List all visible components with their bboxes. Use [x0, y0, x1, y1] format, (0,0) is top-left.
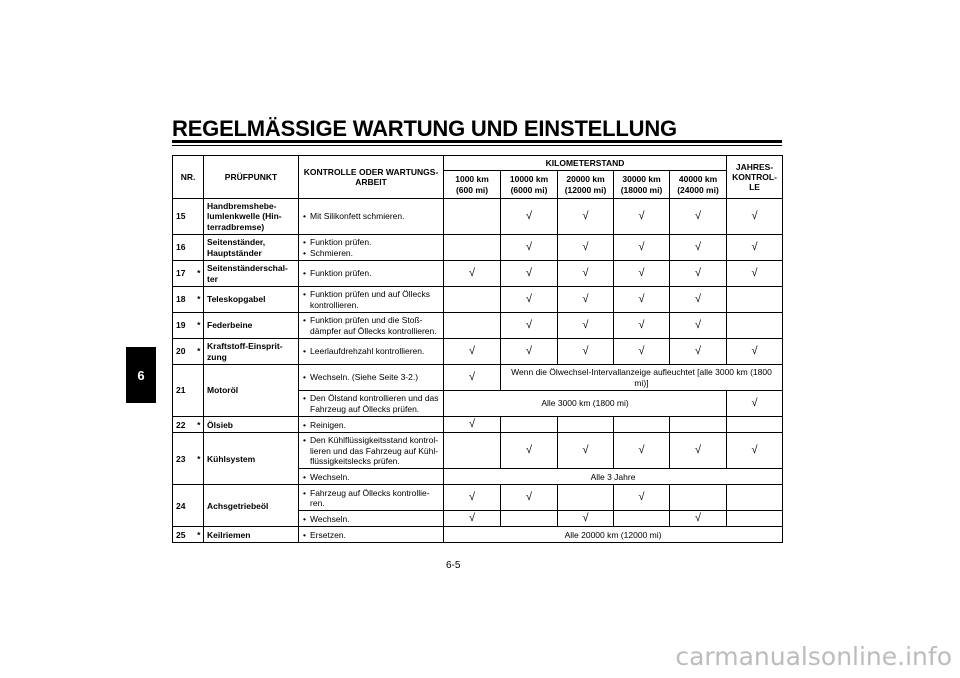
- row-nr: 22: [173, 417, 195, 433]
- header-km-10000: 10000 km (6000 mi): [501, 171, 558, 199]
- check-cell: √: [614, 485, 670, 511]
- table-row: [173, 313, 783, 339]
- row-nr: 18: [173, 287, 195, 313]
- row-item: Keilriemen: [204, 527, 299, 543]
- check-cell: √: [444, 511, 501, 527]
- check-cell: √: [670, 339, 727, 365]
- check-cell: √: [501, 235, 558, 261]
- check-cell: √: [558, 313, 614, 339]
- header-nr: NR.: [173, 156, 204, 199]
- check-cell: [558, 485, 614, 511]
- table-row: [173, 261, 783, 287]
- row-star: *: [195, 261, 204, 287]
- check-cell: √: [444, 365, 501, 391]
- row-item: Seitenständerschal-ter: [204, 261, 299, 287]
- row-nr: 17: [173, 261, 195, 287]
- header-pruefpunkt: PRÜFPUNKT: [204, 156, 299, 199]
- row-star: [195, 365, 204, 417]
- action-item: • Wechseln.: [310, 514, 440, 524]
- action-item: • Wechseln. (Siehe Seite 3-2.): [310, 372, 440, 382]
- row-actions: [299, 365, 444, 391]
- check-cell: √: [614, 313, 670, 339]
- row-actions: [299, 527, 444, 543]
- action-item: • Den Kühlflüssigkeitsstand kontrol-lieren und das Fahrzeug auf Kühl-flüssigkeitslecks prüfen.: [310, 435, 440, 466]
- check-cell: √: [558, 261, 614, 287]
- check-cell: √: [670, 287, 727, 313]
- row-actions: [299, 313, 444, 339]
- check-cell: [444, 287, 501, 313]
- check-cell: [727, 485, 783, 511]
- header-km-1000: 1000 km (600 mi): [444, 171, 501, 199]
- check-cell: √: [614, 199, 670, 235]
- row-star: *: [195, 313, 204, 339]
- row-nr: 23: [173, 433, 195, 485]
- header-km-30000: 30000 km (18000 mi): [614, 171, 670, 199]
- row-star: *: [195, 527, 204, 543]
- check-cell: √: [444, 485, 501, 511]
- page-number: 6-5: [446, 560, 461, 571]
- check-cell: [670, 485, 727, 511]
- check-cell: √: [501, 261, 558, 287]
- row-star: [195, 485, 204, 527]
- check-cell: [444, 433, 501, 469]
- row-item: Federbeine: [204, 313, 299, 339]
- check-cell: √: [670, 235, 727, 261]
- action-item: • Mit Silikonfett schmieren.: [310, 211, 440, 221]
- check-cell: √: [558, 199, 614, 235]
- row-nr: 21: [173, 365, 195, 417]
- row-actions: [299, 339, 444, 365]
- check-cell: [501, 417, 558, 433]
- row-star: *: [195, 339, 204, 365]
- check-cell: √: [501, 199, 558, 235]
- title-rule-thin: [172, 145, 782, 146]
- check-cell: [558, 417, 614, 433]
- header-km-40000: 40000 km (24000 mi): [670, 171, 727, 199]
- action-item: • Leerlaufdrehzahl kontrollieren.: [310, 346, 440, 356]
- row-nr: 15: [173, 199, 195, 235]
- check-cell: √: [670, 313, 727, 339]
- row-actions: [299, 469, 444, 485]
- header-kontrolle: KONTROLLE ODER WARTUNGS-ARBEIT: [299, 156, 444, 199]
- check-cell: √: [670, 433, 727, 469]
- action-item: • Wechseln.: [310, 472, 440, 482]
- row-item: Handbremshebe-lumlenkwelle (Hin-terradbremse): [204, 199, 299, 235]
- action-item: • Ersetzen.: [310, 530, 440, 540]
- check-cell: √: [501, 339, 558, 365]
- check-cell: √: [670, 261, 727, 287]
- check-cell: √: [558, 287, 614, 313]
- row-item: Achsgetriebeöl: [204, 485, 299, 527]
- check-cell: √: [501, 485, 558, 511]
- check-cell: [614, 511, 670, 527]
- table-row: [173, 287, 783, 313]
- row-nr: 16: [173, 235, 195, 261]
- check-cell: √: [444, 339, 501, 365]
- row-star: [195, 235, 204, 261]
- check-cell: √: [558, 511, 614, 527]
- row-actions: [299, 261, 444, 287]
- check-cell: √: [614, 287, 670, 313]
- check-cell: √: [558, 235, 614, 261]
- row-actions: [299, 235, 444, 261]
- row-actions: [299, 485, 444, 511]
- row-actions: [299, 511, 444, 527]
- check-cell: [727, 511, 783, 527]
- row-nr: 20: [173, 339, 195, 365]
- action-item: • Funktion prüfen und die Stoß-dämpfer auf Öllecks kontrollieren.: [310, 315, 440, 335]
- check-cell: √: [727, 199, 783, 235]
- interval-span: Alle 3000 km (1800 mi): [444, 391, 727, 417]
- action-item: • Reinigen.: [310, 420, 440, 430]
- header-jahres: JAHRES-KONTROL-LE: [727, 156, 783, 199]
- row-item: Kühlsystem: [204, 433, 299, 485]
- row-item: Seitenständer, Hauptständer: [204, 235, 299, 261]
- check-cell: [444, 235, 501, 261]
- page-title: REGELMÄSSIGE WARTUNG UND EINSTELLUNG: [172, 116, 677, 141]
- row-star: [195, 199, 204, 235]
- action-item: • Den Ölstand kontrollieren und das Fahrzeug auf Öllecks prüfen.: [310, 393, 440, 413]
- table-row: [173, 433, 783, 469]
- row-actions: [299, 417, 444, 433]
- check-cell: √: [670, 511, 727, 527]
- check-cell: √: [727, 391, 783, 417]
- action-item: • Schmieren.: [310, 248, 440, 258]
- title-rule: [172, 140, 782, 143]
- row-actions: [299, 391, 444, 417]
- check-cell: √: [444, 417, 501, 433]
- check-cell: √: [614, 433, 670, 469]
- check-cell: [727, 313, 783, 339]
- interval-span: Alle 20000 km (12000 mi): [444, 527, 783, 543]
- interval-span: Wenn die Ölwechsel-Intervallanzeige aufleuchtet [alle 3000 km (1800 mi)]: [501, 365, 783, 391]
- action-item: • Funktion prüfen und auf Öllecks kontrollieren.: [310, 289, 440, 309]
- table-row: [173, 527, 783, 543]
- action-item: • Funktion prüfen.: [310, 237, 440, 247]
- action-item: • Funktion prüfen.: [310, 268, 440, 278]
- check-cell: [670, 417, 727, 433]
- check-cell: √: [501, 313, 558, 339]
- check-cell: √: [501, 433, 558, 469]
- check-cell: [727, 417, 783, 433]
- row-item: Kraftstoff-Einsprit-zung: [204, 339, 299, 365]
- table-row: [173, 417, 783, 433]
- check-cell: √: [501, 287, 558, 313]
- check-cell: [727, 287, 783, 313]
- check-cell: √: [558, 339, 614, 365]
- check-cell: √: [670, 199, 727, 235]
- action-item: • Fahrzeug auf Öllecks kontrollie-ren.: [310, 488, 440, 508]
- row-item: Ölsieb: [204, 417, 299, 433]
- header-km-20000: 20000 km (12000 mi): [558, 171, 614, 199]
- watermark: carmanualsonline.info: [675, 642, 952, 671]
- table-row: [173, 485, 783, 511]
- check-cell: [614, 417, 670, 433]
- check-cell: [444, 199, 501, 235]
- row-star: *: [195, 433, 204, 485]
- check-cell: √: [727, 261, 783, 287]
- row-item: Motoröl: [204, 365, 299, 417]
- table-row: [173, 365, 783, 391]
- table-row: [173, 235, 783, 261]
- check-cell: √: [614, 235, 670, 261]
- row-actions: [299, 287, 444, 313]
- row-nr: 19: [173, 313, 195, 339]
- table-row: [173, 339, 783, 365]
- row-actions: [299, 199, 444, 235]
- row-star: *: [195, 287, 204, 313]
- check-cell: √: [558, 433, 614, 469]
- row-nr: 24: [173, 485, 195, 527]
- table-row: [173, 199, 783, 235]
- check-cell: √: [727, 339, 783, 365]
- check-cell: [501, 511, 558, 527]
- header-row: [173, 156, 783, 171]
- check-cell: √: [727, 235, 783, 261]
- maintenance-table: [172, 155, 783, 543]
- header-kilometerstand: KILOMETERSTAND: [444, 156, 727, 171]
- check-cell: [444, 313, 501, 339]
- row-star: *: [195, 417, 204, 433]
- interval-span: Alle 3 Jahre: [444, 469, 783, 485]
- chapter-tab: 6: [126, 347, 156, 403]
- check-cell: √: [727, 433, 783, 469]
- check-cell: √: [614, 339, 670, 365]
- check-cell: √: [444, 261, 501, 287]
- check-cell: √: [614, 261, 670, 287]
- row-item: Teleskopgabel: [204, 287, 299, 313]
- row-nr: 25: [173, 527, 195, 543]
- row-actions: [299, 433, 444, 469]
